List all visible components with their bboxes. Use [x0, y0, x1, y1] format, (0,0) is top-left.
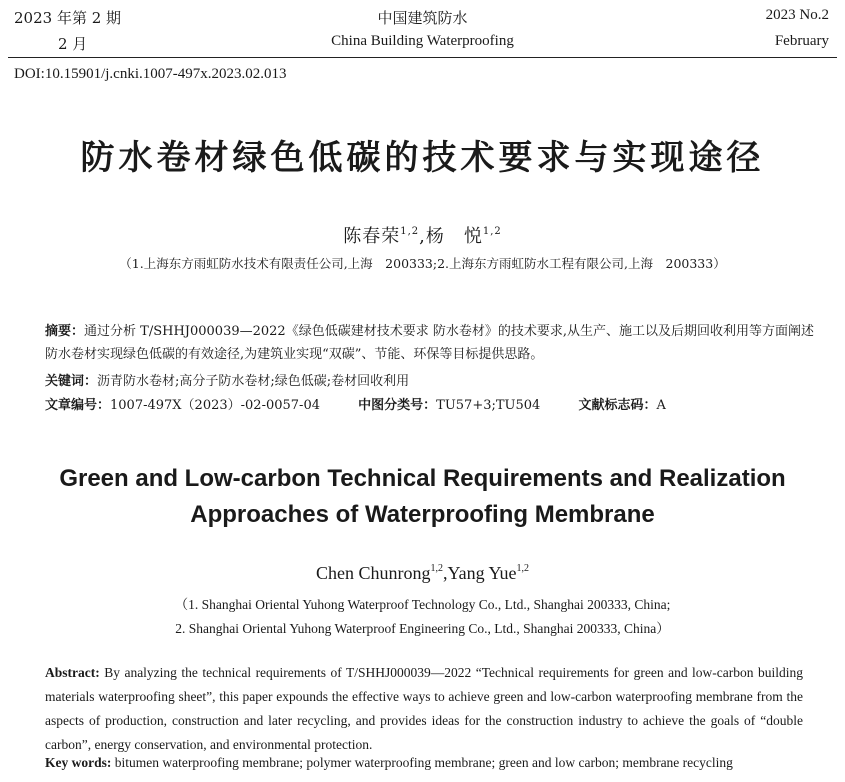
- cn-title: 防水卷材绿色低碳的技术要求与实现途径: [80, 138, 765, 178]
- en-author-1-affil: 1,2: [430, 563, 443, 574]
- cn-abstract: [45, 320, 815, 366]
- cn-keywords-text: 沥青防水卷材;高分子防水卷材;绿色低碳;卷材回收利用: [97, 374, 410, 389]
- en-title-line-1: Green and Low-carbon Technical Requirements and Realization: [59, 465, 786, 492]
- en-author-sep: ,: [442, 563, 448, 583]
- doc-code: A: [656, 398, 666, 413]
- header-month-cn: 2 月: [58, 35, 88, 53]
- article-no-label: 文章编号：: [45, 398, 111, 413]
- cn-affiliation: （1.上海东方雨虹防水技术有限责任公司,上海 200333;2.上海东方雨虹防水工程有限公司,上海 200333）: [119, 256, 726, 271]
- cn-author-sep: ,: [419, 226, 426, 247]
- header-rule: [8, 57, 837, 58]
- en-keywords-label: Key words:: [45, 755, 112, 770]
- cn-author-2: 杨 悦: [425, 226, 483, 247]
- header-issue-cn: 2023 年第 2 期: [14, 9, 122, 27]
- en-authors: [0, 563, 845, 584]
- cn-abstract-label: 摘要：: [45, 324, 85, 339]
- header-issue-en: 2023 No.2: [765, 7, 829, 23]
- cn-author-1: 陈春荣: [343, 226, 401, 247]
- en-keywords: [45, 755, 733, 771]
- en-author-2-affil: 1,2: [516, 563, 529, 574]
- cn-keywords-label: 关键词：: [45, 374, 98, 389]
- en-affiliation-line-2: 2. Shanghai Oriental Yuhong Waterproof Engineering Co., Ltd., Shanghai 200333, China）: [175, 621, 670, 636]
- cn-author-2-affil: 1,2: [482, 226, 502, 237]
- cn-authors: [0, 222, 845, 248]
- en-author-2: Yang Yue: [447, 563, 517, 583]
- en-affiliation-line-1: （1. Shanghai Oriental Yuhong Waterproof Technology Co., Ltd., Shanghai 200333, China;: [174, 597, 671, 612]
- doi: DOI:10.15901/j.cnki.1007-497x.2023.02.013: [14, 66, 287, 82]
- cn-article-codes: [45, 394, 700, 413]
- header-journal-cn: 中国建筑防水: [377, 9, 468, 27]
- cn-author-1-affil: 1,2: [400, 226, 420, 237]
- en-keywords-text: bitumen waterproofing membrane; polymer waterproofing membrane; green and low carbon; membrane recycling: [114, 755, 733, 770]
- en-title-line-2: Approaches of Waterproofing Membrane: [190, 501, 655, 528]
- cn-abstract-text: 通过分析 T/SHHJ000039—2022《绿色低碳建材技术要求 防水卷材》的技术要求,从生产、施工以及后期回收利用等方面阐述防水卷材实现绿色低碳的有效途径,为建筑业实现“双碳”、节能、环保等目标提供思路。: [45, 324, 814, 362]
- en-abstract: [45, 661, 803, 757]
- article-no: 1007-497X（2023）-02-0057-04: [110, 398, 320, 413]
- doc-code-label: 文献标志码：: [578, 398, 657, 413]
- cn-keywords: [45, 370, 409, 389]
- en-abstract-label: Abstract:: [45, 665, 100, 680]
- clc-label: 中图分类号：: [358, 398, 437, 413]
- header-journal-en: China Building Waterproofing: [331, 33, 514, 49]
- header-month-en: February: [774, 33, 829, 49]
- clc-code: TU57+3;TU504: [436, 398, 541, 413]
- en-abstract-text: By analyzing the technical requirements of T/SHHJ000039—2022 “Technical requirements for green and low-carbon building materials waterproofing sheet”, this paper expounds the effective ways to achieve green and low-carbon waterproofing membrane from the aspects of production, construction and later recycling, and provides ideas for the construction industry to achieve the goals of “double carbon”, energy conservation, and environmental protection.: [45, 665, 804, 752]
- en-author-1: Chen Chunrong: [315, 563, 431, 583]
